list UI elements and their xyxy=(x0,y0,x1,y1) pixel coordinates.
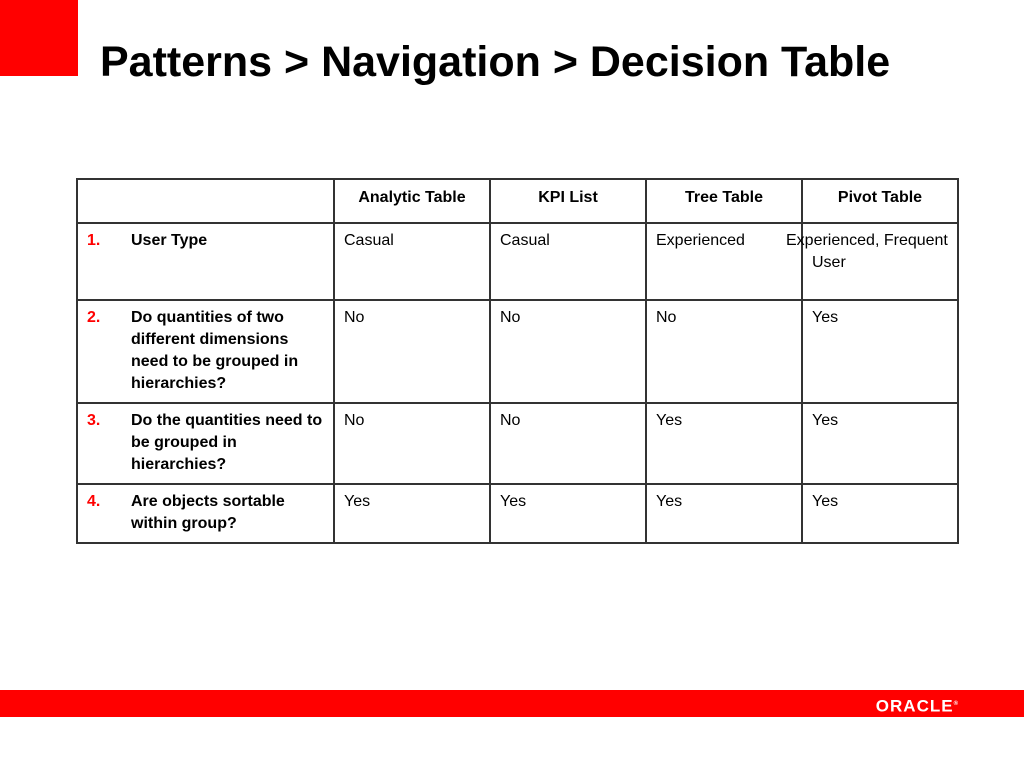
answer-cell: Experienced xyxy=(646,223,802,300)
question-cell xyxy=(77,300,334,403)
logo-text: ORACLE xyxy=(875,696,954,716)
answer-cell: Casual xyxy=(490,223,646,300)
answer-cell: No xyxy=(646,300,802,403)
header-kpi-list: KPI List xyxy=(490,179,646,223)
oracle-logo xyxy=(876,694,958,717)
header-analytic-table: Analytic Table xyxy=(334,179,490,223)
header-empty-cell xyxy=(77,179,334,223)
question-text: Do quantities of two different dimensions need to be grouped in hierarchies? xyxy=(131,309,299,392)
header-tree-table: Tree Table xyxy=(646,179,802,223)
table-row xyxy=(77,484,958,543)
question-number: 3. xyxy=(87,412,101,429)
question-text: Do the quantities need to be grouped in hierarchies? xyxy=(131,412,323,473)
question-number: 2. xyxy=(87,309,101,326)
table-row xyxy=(77,403,958,484)
question-text: Are objects sortable within group? xyxy=(131,493,285,532)
footer-bar xyxy=(0,690,1024,717)
answer-cell: Yes xyxy=(802,403,958,484)
answer-cell: Yes xyxy=(646,484,802,543)
answer-cell: Casual xyxy=(334,223,490,300)
header-pivot-table: Pivot Table xyxy=(802,179,958,223)
table-row xyxy=(77,223,958,300)
table-row xyxy=(77,300,958,403)
answer-cell: No xyxy=(334,300,490,403)
decision-table xyxy=(76,178,959,544)
answer-cell: No xyxy=(490,403,646,484)
answer-cell: Yes xyxy=(334,484,490,543)
question-number: 1. xyxy=(87,232,101,249)
question-cell xyxy=(77,484,334,543)
answer-cell: Yes xyxy=(490,484,646,543)
question-cell xyxy=(77,223,334,300)
answer-cell: Yes xyxy=(802,484,958,543)
answer-cell: No xyxy=(334,403,490,484)
question-text: User Type xyxy=(131,232,208,249)
red-corner-accent xyxy=(0,0,78,76)
registered-mark: ® xyxy=(953,701,958,707)
question-cell xyxy=(77,403,334,484)
answer-cell: No xyxy=(490,300,646,403)
answer-cell: Yes xyxy=(646,403,802,484)
answer-cell: Yes xyxy=(802,300,958,403)
question-number: 4. xyxy=(87,493,101,510)
slide-title: Patterns > Navigation > Decision Table xyxy=(100,38,891,86)
header-row xyxy=(77,179,958,223)
answer-cell: Experienced, Frequent User xyxy=(802,223,958,300)
